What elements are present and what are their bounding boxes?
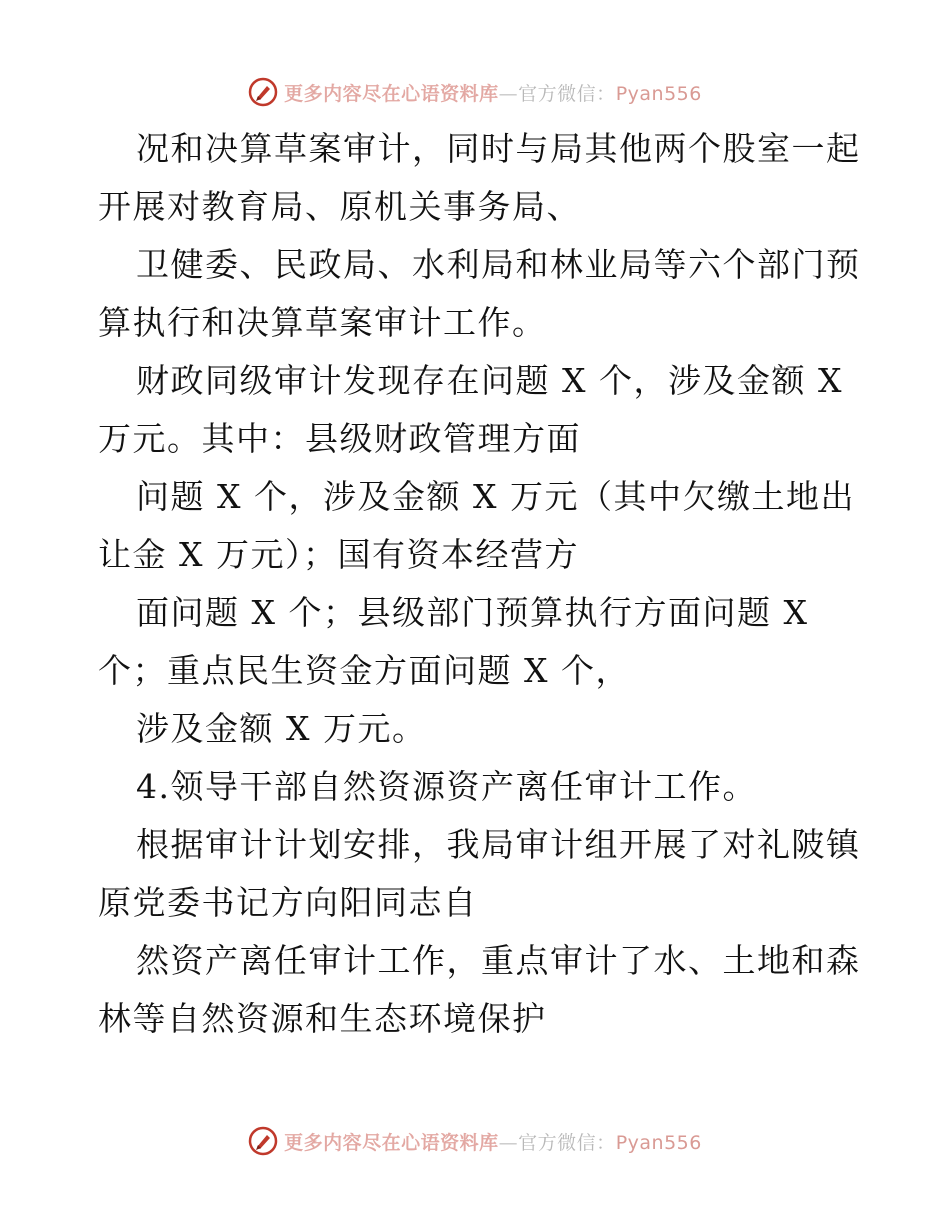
text-line: 开展对教育局、原机关事务局、 xyxy=(98,187,581,226)
text-line: 况和决算草案审计，同时与局其他两个股室一起 xyxy=(136,129,861,168)
text-line: 面问题 X 个；县级部门预算执行方面问题 X xyxy=(136,593,809,632)
text-line: 原党委书记方向阳同志自 xyxy=(98,883,478,922)
watermark-text: 更多内容尽在心语资料库—官方微信：Pyan556 xyxy=(284,1131,702,1154)
text-line: 问题 X 个，涉及金额 X 万元（其中欠缴土地出 xyxy=(136,477,855,516)
text-line: 个；重点民生资金方面问题 X 个， xyxy=(98,651,630,690)
text-line: 根据审计计划安排，我局审计组开展了对礼陂镇 xyxy=(136,825,861,864)
header-watermark xyxy=(0,72,950,112)
document-body xyxy=(98,120,861,1048)
watermark-text: 更多内容尽在心语资料库—官方微信：Pyan556 xyxy=(284,82,702,105)
text-line: 卫健委、民政局、水利局和林业局等六个部门预 xyxy=(136,245,861,284)
text-line: 涉及金额 X 万元。 xyxy=(136,709,427,748)
footer-watermark xyxy=(0,1121,950,1161)
text-line: 财政同级审计发现存在问题 X 个，涉及金额 X xyxy=(136,361,843,400)
text-line: 让金 X 万元）；国有资本经营方 xyxy=(98,535,579,574)
text-line: 林等自然资源和生态环境保护 xyxy=(98,999,547,1038)
text-line: 然资产离任审计工作，重点审计了水、土地和森 xyxy=(136,941,861,980)
pen-logo-icon xyxy=(248,77,278,107)
text-line: 算执行和决算草案审计工作。 xyxy=(98,303,547,342)
text-line: 4.领导干部自然资源资产离任审计工作。 xyxy=(136,767,757,806)
pen-logo-icon xyxy=(248,1126,278,1156)
text-line: 万元。其中：县级财政管理方面 xyxy=(98,419,581,458)
